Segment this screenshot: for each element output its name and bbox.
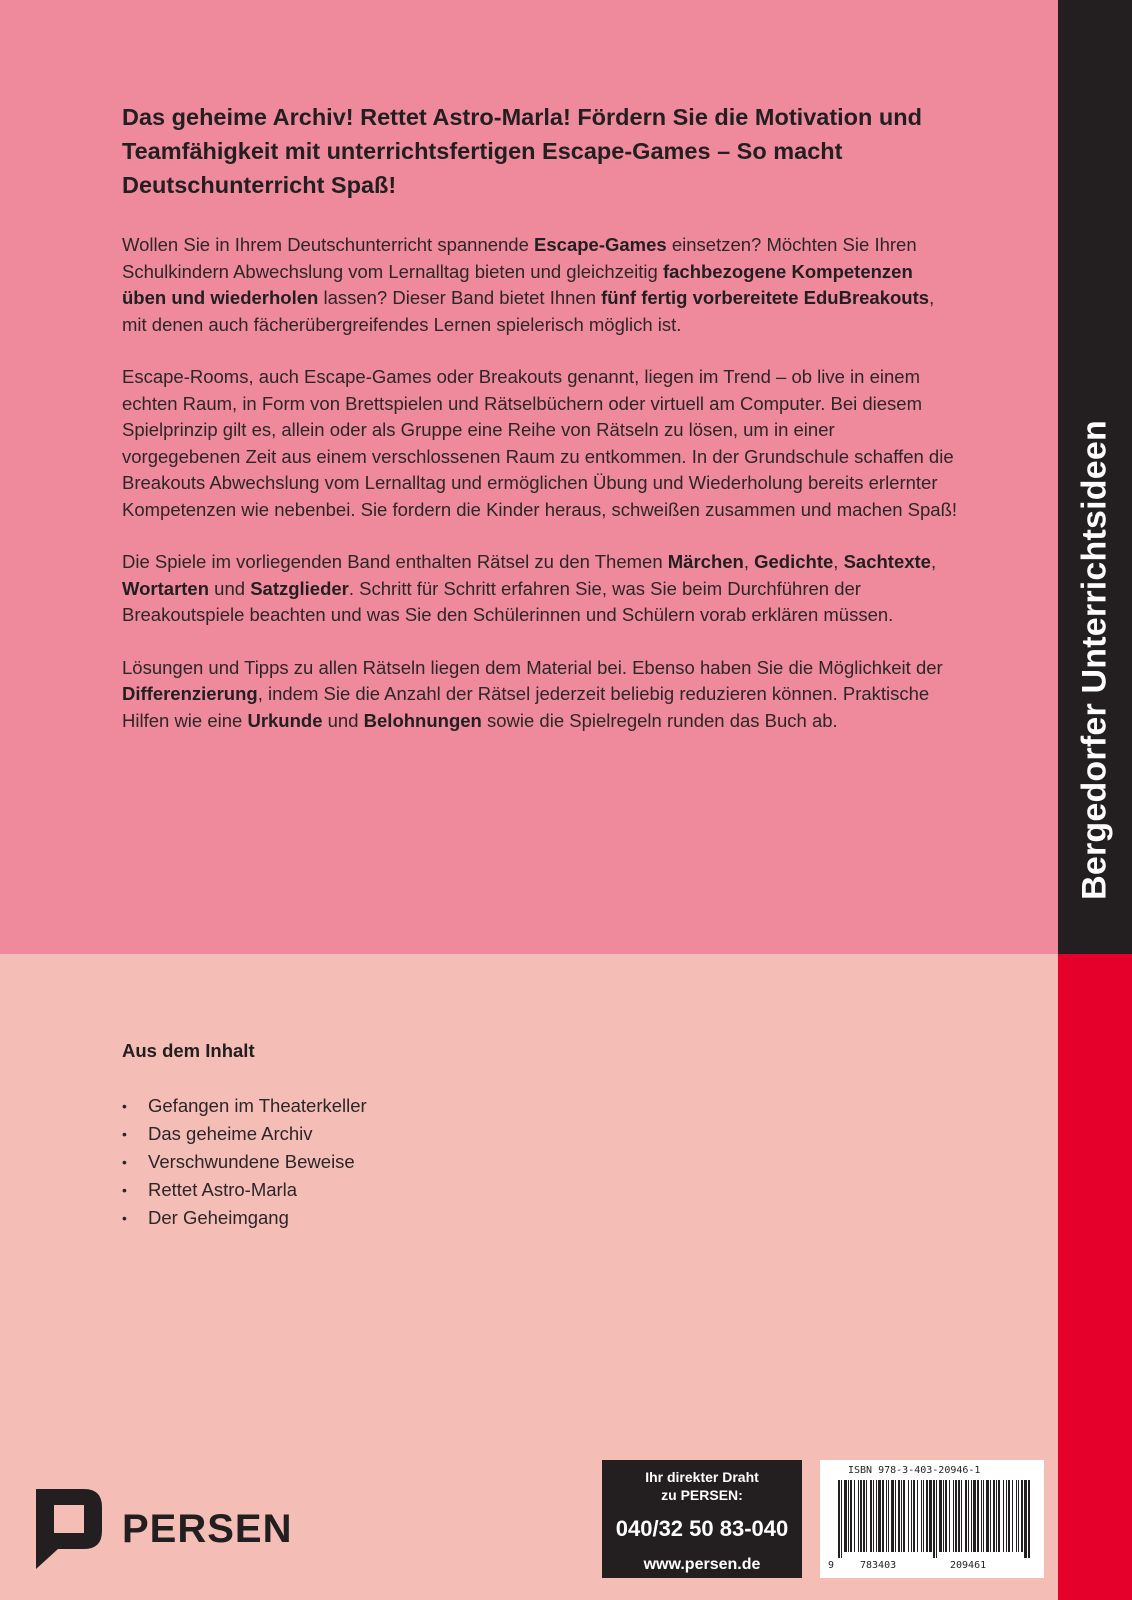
- paragraph-intro: [122, 232, 958, 338]
- text-span: sowie die Spielregeln runden das Buch ab.: [481, 709, 838, 731]
- barcode-bar: [898, 1480, 900, 1552]
- bold-span: fachbezogene Kompetenzen üben und wiederholen: [122, 260, 913, 308]
- description: [122, 100, 958, 760]
- contact-label-line2: zu PERSEN:: [661, 1487, 743, 1503]
- persen-logo-icon: [36, 1489, 102, 1569]
- barcode-bar: [888, 1480, 889, 1552]
- text-span: Wollen Sie in Ihrem Deutschunterricht spannende: [122, 234, 535, 255]
- text-span: ,: [743, 551, 755, 572]
- headline: Das geheime Archiv! Rettet Astro-Marla! Fördern Sie die Motivation und Teamfähigkeit mit unterrichtsfertigen Escape-Games – So macht Deutschunterricht Spaß!: [122, 104, 922, 198]
- barcode-bar: [921, 1480, 922, 1552]
- bold-span: Wortarten: [122, 577, 210, 599]
- barcode-bar: [1008, 1480, 1010, 1552]
- barcode-bar: [1024, 1480, 1027, 1558]
- bold-span: Belohnungen: [363, 709, 482, 731]
- text-span: ,: [930, 551, 937, 572]
- toc-list: [122, 1092, 822, 1232]
- toc-item: • Das geheime Archiv: [122, 1120, 822, 1148]
- barcode-bar: [1003, 1480, 1004, 1552]
- barcode-bar: [891, 1480, 894, 1552]
- bold-span: Urkunde: [247, 709, 323, 731]
- barcode-bar: [973, 1480, 976, 1552]
- barcode-bar: [876, 1480, 877, 1552]
- barcode-bar: [873, 1480, 874, 1552]
- barcode-bar: [870, 1480, 872, 1552]
- barcode-bar: [983, 1480, 984, 1552]
- text-span: einsetzen? Möchten Sie Ihren Schulkindern Abwechslung vom Lernalltag bieten und gleichzeitig: [122, 234, 917, 282]
- barcode-bar: [953, 1480, 954, 1552]
- barcode-bar: [955, 1480, 957, 1552]
- toc-heading: Aus dem Inhalt: [122, 1040, 255, 1061]
- barcode-bar: [968, 1480, 969, 1552]
- text-span: und: [209, 577, 251, 599]
- toc-item: • Der Geheimgang: [122, 1204, 822, 1232]
- barcode-bar: [854, 1480, 855, 1552]
- barcode-bar: [998, 1480, 1000, 1552]
- bold-span: Satzglieder: [250, 577, 349, 599]
- barcode-bar: [939, 1480, 942, 1552]
- text-span: Die Spiele im vorliegenden Band enthalten Rätsel zu den Themen: [122, 551, 668, 572]
- contact-website: www.persen.de: [643, 1556, 761, 1573]
- barcode-bar: [958, 1480, 960, 1552]
- barcode-bar: [1018, 1480, 1019, 1552]
- isbn-digits-left: 783403: [860, 1560, 897, 1571]
- barcode-bar: [895, 1480, 896, 1552]
- text-span: , mit denen auch fächerübergreifendes Lernen spielerisch möglich ist.: [122, 287, 935, 335]
- barcode-bar: [1016, 1480, 1017, 1552]
- toc-item: • Rettet Astro-Marla: [122, 1176, 822, 1204]
- text-span: lassen? Dieser Band bietet Ihnen: [318, 287, 602, 308]
- barcode-bar: [993, 1480, 995, 1552]
- barcode-bar: [863, 1480, 865, 1552]
- barcode-bar: [923, 1480, 924, 1552]
- barcode-bar: [878, 1480, 881, 1552]
- paragraph-themes: [122, 549, 958, 629]
- contact-box: [602, 1460, 802, 1578]
- table-of-contents: [122, 1040, 822, 1232]
- spine-strip: [1058, 0, 1132, 1600]
- barcode-bar: [986, 1480, 989, 1552]
- barcode-bar: [841, 1480, 842, 1558]
- contact-phone: 040/32 50 83-040: [615, 1516, 789, 1541]
- barcode-bar: [933, 1480, 935, 1558]
- barcode-bar: [908, 1480, 909, 1552]
- text-span: Lösungen und Tipps zu allen Rätseln liegen dem Material bei. Ebenso haben Sie die Möglichkeit der: [122, 656, 943, 678]
- text-span: . Schritt für Schritt erfahren Sie, was Sie beim Durchführen der Breakoutspiele beachten und was Sie den Schülerinnen und Schülern vorab erklären müssen.: [122, 577, 894, 625]
- barcode-bar: [965, 1480, 967, 1552]
- series-title: Bergedorfer Unterrichtsideen: [1075, 420, 1114, 900]
- bold-span: Märchen: [667, 551, 744, 572]
- barcode-bar: [981, 1480, 982, 1552]
- bold-span: fünf fertig vorbereitete EduBreakouts: [601, 287, 930, 308]
- bold-span: Gedichte: [754, 551, 834, 572]
- bold-span: Sachtexte: [843, 551, 931, 572]
- barcode-bar: [996, 1480, 997, 1552]
- barcode-bar: [911, 1480, 912, 1552]
- barcode-bar: [936, 1480, 937, 1558]
- barcode-bar: [926, 1480, 928, 1552]
- publisher-logo: [36, 1489, 293, 1569]
- barcode-bar: [961, 1480, 962, 1552]
- barcode-bar: [844, 1480, 847, 1552]
- barcode-bar: [917, 1480, 918, 1552]
- barcode-bar: [901, 1480, 902, 1552]
- barcode-bar: [1021, 1480, 1023, 1552]
- isbn-barcode: [820, 1460, 1044, 1578]
- barcode-bar: [990, 1480, 991, 1552]
- barcode-bar: [1006, 1480, 1007, 1552]
- isbn-digit-first: 9: [828, 1560, 835, 1571]
- barcode-bar: [929, 1480, 932, 1552]
- barcode-bar: [949, 1480, 950, 1552]
- barcode-bar: [913, 1480, 915, 1552]
- barcode-bar: [971, 1480, 972, 1552]
- barcode-bar: [903, 1480, 905, 1552]
- barcode-bar: [977, 1480, 979, 1552]
- paragraph-solutions: [122, 655, 958, 735]
- publisher-name: PERSEN: [122, 1506, 293, 1551]
- bold-span: Differenzierung: [122, 683, 258, 704]
- barcode-bar: [1028, 1480, 1030, 1558]
- contact-label-line1: Ihr direkter Draht: [645, 1469, 759, 1485]
- barcode-bar: [882, 1480, 884, 1552]
- barcode-bar: [860, 1480, 862, 1552]
- barcode-bar: [866, 1480, 867, 1552]
- text-span: ,: [833, 551, 844, 572]
- barcode-bar: [945, 1480, 947, 1552]
- barcode-bar: [850, 1480, 852, 1552]
- toc-item: • Gefangen im Theaterkeller: [122, 1092, 822, 1120]
- barcode-bar: [886, 1480, 887, 1552]
- toc-item: • Verschwundene Beweise: [122, 1148, 822, 1176]
- barcode-bar: [858, 1480, 859, 1552]
- barcode-bar: [1012, 1480, 1013, 1552]
- bold-span: Escape-Games: [534, 234, 667, 255]
- barcode-bar: [943, 1480, 944, 1552]
- barcode-icon: [836, 1480, 1032, 1560]
- text-span: und: [322, 709, 364, 731]
- paragraph-escape-rooms: Escape-Rooms, auch Escape-Games oder Breakouts genannt, liegen im Trend – ob live in einem echten Raum, in Form von Brettspielen und Rätselbüchern oder virtuell am Computer. Bei diesem Spielprinzip gilt es, allein oder als Gruppe eine Reihe von Rätseln zu lösen, um in einer vorgegebenen Zeit aus einem verschlossenen Raum zu entkommen. In der Grundschule schaffen die Breakouts Abwechslung vom Lernalltag und ermöglichen Übung und Wiederholung bereits erlernter Kompetenzen wie nebenbei. Sie fordern die Kinder heraus, schweißen zusammen und machen Spaß!: [122, 366, 958, 520]
- text-span: , indem Sie die Anzahl der Rätsel jederzeit beliebig reduzieren können. Praktische Hilfen wie eine: [122, 683, 930, 731]
- barcode-bar: [838, 1480, 840, 1558]
- barcode-bar: [848, 1480, 849, 1552]
- isbn-text: ISBN 978-3-403-20946-1: [848, 1465, 981, 1476]
- isbn-digits-right: 209461: [950, 1560, 987, 1571]
